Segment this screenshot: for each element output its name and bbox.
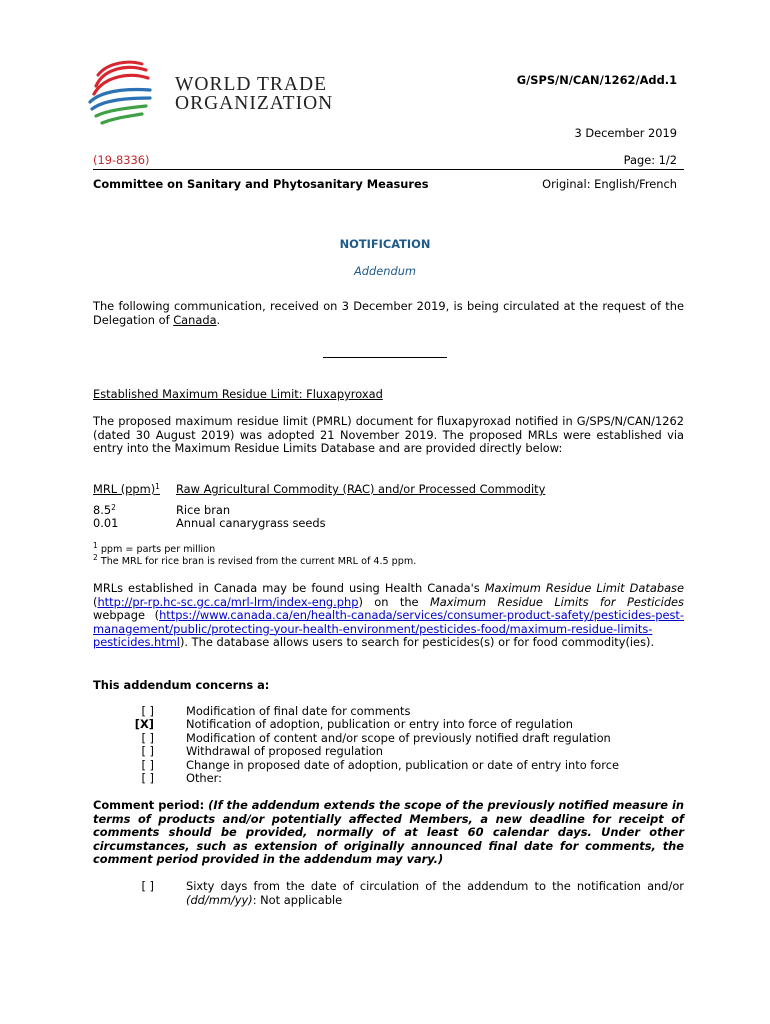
committee-name: Committee on Sanitary and Phytosanitary Measures bbox=[93, 177, 429, 191]
checkbox: [ ] bbox=[141, 730, 154, 745]
mrl-pesticides-link[interactable]: https://www.canada.ca/en/health-canada/services/consumer-product-safety/pesticides-pest-management/public/protecting-your-health-environment/pesticides-food/maximum-residue-limits-pesticides.html bbox=[93, 608, 684, 649]
comment-period: Comment period: (If the addendum extends the scope of the previously notified measure in terms of products and/or potentially affected Members, a new deadline for receipt of comments should be provided, normally of at least 60 calendar days. Under other circumstances, such as extension of originally announced final date for comments, the comment period provided in the addendum may vary.) bbox=[93, 798, 684, 866]
footnote-2: $^2$ The MRL for rice bran is revised from the current MRL of 4.5 ppm. bbox=[93, 553, 417, 567]
checkbox-checked: [X] bbox=[134, 717, 154, 732]
checkbox: [ ] bbox=[141, 704, 154, 718]
wto-logo-icon bbox=[84, 58, 164, 128]
concern-item: [ ] Modification of final date for comments bbox=[93, 705, 693, 718]
notification-title: NOTIFICATION bbox=[339, 237, 431, 251]
concerns-list bbox=[93, 705, 693, 785]
org-name-line1: WORLD TRADE bbox=[175, 74, 328, 95]
concern-item: [ ] Modification of content and/or scope of previously notified draft regulation bbox=[93, 732, 693, 745]
mrl-value-row1: $8.5^2$ bbox=[93, 503, 116, 517]
concern-item: [ ] Other: bbox=[93, 772, 693, 785]
mrl-col-header: MRL (ppm)$^1$ bbox=[93, 482, 160, 496]
country-name: Canada bbox=[173, 312, 217, 327]
section-heading: Established Maximum Residue Limit: Fluxapyroxad bbox=[93, 387, 383, 401]
concern-item: [ ] Change in proposed date of adoption, publication or date of entry into force bbox=[93, 759, 693, 772]
commodity-row1: Rice bran bbox=[176, 503, 231, 517]
page-indicator: Page: 1/2 bbox=[623, 153, 677, 167]
mrl-database-link[interactable]: http://pr-rp.hc-sc.gc.ca/mrl-lrm/index-eng.php bbox=[97, 594, 359, 609]
checkbox: [ ] bbox=[141, 744, 154, 759]
checkbox: [ ] bbox=[141, 771, 154, 786]
comment-period-option: [ ] Sixty days from the date of circulation of the addendum to the notification and/or (dd/mm/yy): Not applicable bbox=[93, 880, 693, 907]
doc-number: (19-8336) bbox=[93, 153, 150, 167]
checkbox: [ ] bbox=[141, 879, 154, 893]
commodity-row2: Annual canarygrass seeds bbox=[176, 516, 326, 530]
org-name-line2: ORGANIZATION bbox=[175, 93, 334, 114]
mrl-value-row2: 0.01 bbox=[93, 516, 119, 530]
section-body: The proposed maximum residue limit (PMRL) document for fluxapyroxad notified in G/SPS/N/CAN/1262 (dated 30 August 2019) was adopted 21 November 2019. The proposed MRLs were established via entry into the Maximum Residue Limits Database and are provided directly below: bbox=[93, 414, 684, 455]
commodity-col-header: Raw Agricultural Commodity (RAC) and/or Processed Commodity bbox=[176, 482, 546, 496]
concern-item: [ ] Withdrawal of proposed regulation bbox=[93, 745, 693, 758]
doc-date: 3 December 2019 bbox=[574, 126, 677, 140]
original-language: Original: English/French bbox=[542, 177, 677, 191]
header-rule bbox=[93, 169, 684, 170]
concerns-heading: This addendum concerns a: bbox=[93, 678, 270, 692]
footnote-1: $^1$ ppm = parts per million bbox=[93, 541, 216, 555]
doc-symbol: G/SPS/N/CAN/1262/Add.1 bbox=[516, 73, 677, 87]
notification-subtitle: Addendum bbox=[353, 264, 417, 278]
intro-paragraph: The following communication, received on 3 December 2019, is being circulated at the request of the Delegation of Canada. bbox=[93, 299, 684, 327]
section-separator bbox=[323, 357, 447, 358]
database-paragraph: MRLs established in Canada may be found using Health Canada's Maximum Residue Limit Database (http://pr-rp.hc-sc.gc.ca/mrl-lrm/index-eng.php) on the Maximum Residue Limits for Pesticides webpage (https://www.canada.ca/en/health-canada/services/consumer-product-safety/pesticides-pest-management/public/protecting-your-health-environment/pesticides-food/maximum-residue-limits-pesticides.html). The database allows users to search for pesticides(s) or for food commodity(ies). bbox=[93, 581, 684, 649]
checkbox: [ ] bbox=[141, 757, 154, 772]
concern-item-selected: [X] Notification of adoption, publication or entry into force of regulation bbox=[93, 718, 693, 731]
